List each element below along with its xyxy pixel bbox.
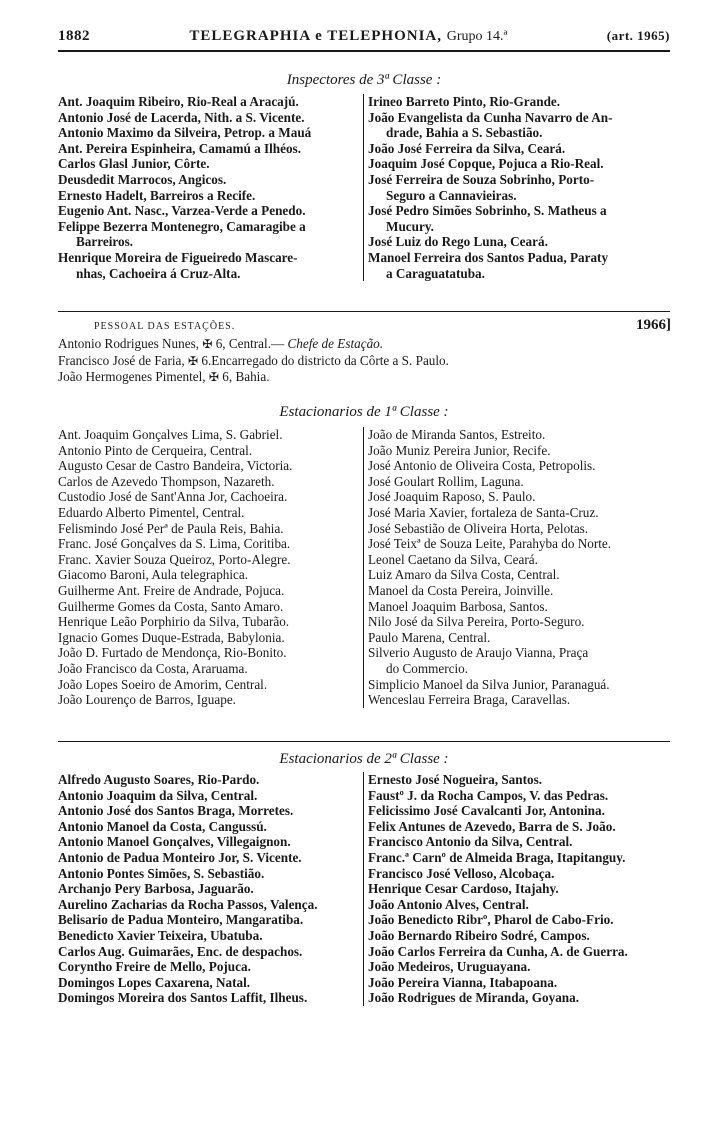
- running-title: [189, 28, 507, 45]
- list-item: Augusto Cesar de Castro Bandeira, Victoria.: [58, 458, 293, 474]
- inspectores-columns: [58, 94, 670, 281]
- header-article: (art. 1965): [606, 28, 670, 43]
- list-item: Henrique Moreira de Figueiredo Mascare-: [58, 249, 298, 265]
- list-item: José Pedro Simões Sobrinho, S. Matheus a: [368, 203, 607, 219]
- list-item: Ernesto Hadelt, Barreiros a Recife.: [58, 187, 256, 203]
- list-item: Custodio José de Sant'Anna Jor, Cachoeira.: [58, 489, 288, 505]
- list-item: Joaquim José Copque, Pojuca a Rio-Real.: [368, 156, 604, 172]
- page-number: 1882: [58, 28, 90, 44]
- staff-detail: 6, Bahia.: [222, 369, 270, 385]
- estacionarios1-left-column: [58, 427, 364, 708]
- page-header: [58, 28, 670, 52]
- list-item: Seguro a Cannavieiras.: [386, 187, 517, 203]
- pessoal-row: [58, 369, 449, 386]
- list-item: a Caraguatatuba.: [386, 265, 485, 281]
- list-item: Felicissimo José Cavalcanti Jor, Antonina.: [368, 803, 605, 819]
- decoration-star-icon: ✠: [208, 370, 219, 385]
- list-item: Benedicto Xavier Teixeira, Ubatuba.: [58, 927, 263, 943]
- list-item: Ernesto José Nogueira, Santos.: [368, 772, 543, 787]
- list-item: João Benedicto Ribrº, Pharol de Cabo-Frio.: [368, 912, 614, 928]
- list-item: nhas, Cachoeira á Cruz-Alta.: [76, 265, 241, 281]
- list-item: Silverio Augusto de Araujo Vianna, Praça: [368, 645, 589, 661]
- list-item: João Lourenço de Barros, Iguape.: [58, 692, 236, 708]
- list-item: drade, Bahia a S. Sebastião.: [386, 125, 543, 141]
- estacionarios1-right-column: [364, 427, 670, 708]
- inspectores-left-column: [58, 94, 364, 281]
- list-item: do Commercio.: [386, 660, 469, 676]
- list-item: Antonio Pinto de Cerqueira, Central.: [58, 442, 253, 458]
- list-item: Antonio Joaquim da Silva, Central.: [58, 787, 258, 803]
- list-item: Carlos Glasl Junior, Côrte.: [58, 156, 210, 172]
- list-item: João de Miranda Santos, Estreito.: [368, 427, 546, 442]
- list-item: Guilherme Ant. Freire de Andrade, Pojuca.: [58, 582, 285, 598]
- list-item: Deusdedit Marrocos, Angicos.: [58, 171, 227, 187]
- pessoal-row: [58, 353, 449, 370]
- list-item: José Goulart Rollim, Laguna.: [368, 473, 524, 489]
- list-item: Antonio de Padua Monteiro Jor, S. Vicente.: [58, 849, 302, 865]
- list-item: Felix Antunes de Azevedo, Barra de S. João.: [368, 818, 616, 834]
- pessoal-list: [58, 336, 449, 386]
- list-item: Archanjo Pery Barbosa, Jaguarão.: [58, 881, 254, 897]
- inspectores-right-column: [364, 94, 670, 281]
- list-item: Faustº J. da Rocha Campos, V. das Pedras.: [368, 787, 609, 803]
- list-item: Felismindo José Perª de Paula Reis, Bahia.: [58, 520, 284, 536]
- list-item: Ant. Joaquim Ribeiro, Rio-Real a Aracajú.: [58, 94, 299, 109]
- estacionarios2-right-column: [364, 772, 670, 1006]
- staff-name: Francisco José de Faria,: [58, 352, 185, 368]
- list-item: Felippe Bezerra Montenegro, Camaragibe a: [58, 218, 306, 234]
- list-item: João Muniz Pereira Junior, Recife.: [368, 442, 551, 458]
- list-item: Antonio José de Lacerda, Nith. a S. Vicente.: [58, 109, 305, 125]
- estacionarios2-left-column: [58, 772, 364, 1006]
- list-item: João Carlos Ferreira da Cunha, A. de Guerra.: [368, 943, 628, 959]
- list-item: Eduardo Alberto Pimentel, Central.: [58, 504, 245, 520]
- estacionarios2-columns: [58, 772, 670, 1006]
- staff-detail: 6, Central.—: [215, 336, 285, 351]
- list-item: José Ferreira de Souza Sobrinho, Porto-: [368, 171, 595, 187]
- list-item: Manoel da Costa Pereira, Joinville.: [368, 582, 554, 598]
- decoration-star-icon: ✠: [202, 337, 213, 351]
- list-item: Simplicio Manoel da Silva Junior, Paranaguá.: [368, 676, 610, 692]
- list-item: Antonio Manoel Gonçalves, Villegaignon.: [58, 834, 291, 850]
- list-item: Belisario de Padua Monteiro, Mangaratiba.: [58, 912, 304, 928]
- list-item: João Antonio Alves, Central.: [368, 896, 529, 912]
- list-item: Aurelino Zacharias da Rocha Passos, Valença.: [58, 896, 318, 912]
- list-item: Manoel Ferreira dos Santos Padua, Paraty: [368, 249, 609, 265]
- list-item: Francisco José Velloso, Alcobaça.: [368, 865, 555, 881]
- list-item: Barreiros.: [76, 234, 134, 250]
- list-item: Domingos Moreira dos Santos Laffit, Ilheus.: [58, 990, 308, 1006]
- estacionarios1-columns: [58, 427, 670, 708]
- list-item: Eugenio Ant. Nasc., Varzea-Verde a Penedo.: [58, 203, 306, 219]
- list-item: Ignacio Gomes Duque-Estrada, Babylonia.: [58, 629, 285, 645]
- list-item: João Medeiros, Uruguayana.: [368, 959, 531, 975]
- header-title: TELEGRAPHIA e TELEPHONIA,: [189, 28, 443, 44]
- estacionarios2-title: Estacionarios de 2ª Classe :: [279, 751, 449, 767]
- list-item: João Lopes Soeiro de Amorim, Central.: [58, 676, 268, 692]
- list-item: João Rodrigues de Miranda, Goyana.: [368, 990, 580, 1006]
- list-item: Ant. Joaquim Gonçalves Lima, S. Gabriel.: [58, 427, 283, 442]
- decoration-star-icon: ✠: [188, 353, 199, 368]
- list-item: Manoel Joaquim Barbosa, Santos.: [368, 598, 548, 614]
- list-item: Henrique Cesar Cardoso, Itajahy.: [368, 881, 559, 897]
- list-item: Giacomo Baroni, Aula telegraphica.: [58, 567, 249, 583]
- list-item: José Luiz do Rego Luna, Ceará.: [368, 234, 548, 250]
- pessoal-row: [58, 336, 449, 353]
- list-item: Franc.ª Carnº de Almeida Braga, Itapitanguy.: [368, 849, 626, 865]
- list-item: João José Ferreira da Silva, Ceará.: [368, 140, 566, 156]
- list-item: Domingos Lopes Caxarena, Natal.: [58, 974, 251, 990]
- list-item: Alfredo Augusto Soares, Rio-Pardo.: [58, 772, 260, 787]
- list-item: Nilo José da Silva Pereira, Porto-Seguro.: [368, 614, 585, 630]
- list-item: Carlos Aug. Guimarães, Enc. de despachos.: [58, 943, 303, 959]
- list-item: João Pereira Vianna, Itabapoana.: [368, 974, 558, 990]
- pessoal-heading: PESSOAL DAS ESTAÇÕES.: [94, 321, 236, 332]
- list-item: Paulo Marena, Central.: [368, 629, 491, 645]
- list-item: Guilherme Gomes da Costa, Santo Amaro.: [58, 598, 284, 614]
- list-item: Irineo Barreto Pinto, Rio-Grande.: [368, 94, 561, 109]
- list-item: José Maria Xavier, fortaleza de Santa-Cruz.: [368, 504, 599, 520]
- staff-name: Antonio Rodrigues Nunes,: [58, 336, 200, 351]
- list-item: Luiz Amaro da Silva Costa, Central.: [368, 567, 560, 583]
- list-item: Henrique Leão Porphirio da Silva, Tubarão.: [58, 614, 290, 630]
- staff-detail: 6.Encarregado do districto da Côrte a S. Paulo.: [201, 352, 449, 368]
- list-item: Wenceslau Ferreira Braga, Caravellas.: [368, 692, 571, 708]
- staff-role: Chefe de Estação.: [287, 336, 384, 351]
- list-item: João Evangelista da Cunha Navarro de An-: [368, 109, 613, 125]
- list-item: Mucury.: [386, 218, 434, 234]
- list-item: José Joaquim Raposo, S. Paulo.: [368, 489, 536, 505]
- list-item: João Francisco da Costa, Araruama.: [58, 660, 248, 676]
- list-item: João Bernardo Ribeiro Sodré, Campos.: [368, 927, 590, 943]
- list-item: Antonio José dos Santos Braga, Morretes.: [58, 803, 294, 819]
- inspectores-title: Inspectores de 3ª Classe :: [286, 72, 442, 88]
- section-divider: [58, 741, 670, 742]
- list-item: Franc. José Gonçalves da S. Lima, Coritiba.: [58, 536, 291, 552]
- list-item: Ant. Pereira Espinheira, Camamú a Ilhéos.: [58, 140, 301, 156]
- list-item: Antonio Pontes Simões, S. Sebastião.: [58, 865, 265, 881]
- staff-name: João Hermogenes Pimentel,: [58, 369, 206, 385]
- list-item: José Antonio de Oliveira Costa, Petropolis.: [368, 458, 596, 474]
- list-item: Antonio Maximo da Silveira, Petrop. a Mauá: [58, 125, 312, 141]
- list-item: Leonel Caetano da Silva, Ceará.: [368, 551, 538, 567]
- list-item: José Teixª de Souza Leite, Parahyba do Norte.: [368, 536, 612, 552]
- list-item: Francisco Antonio da Silva, Central.: [368, 834, 573, 850]
- estacionarios1-title: Estacionarios de 1ª Classe :: [279, 404, 449, 420]
- list-item: João D. Furtado de Mendonça, Rio-Bonito.: [58, 645, 287, 661]
- pessoal-article-number: 1966]: [636, 317, 671, 333]
- list-item: Carlos de Azevedo Thompson, Nazareth.: [58, 473, 275, 489]
- list-item: Corynthо Freire de Mello, Pojuca.: [58, 959, 251, 975]
- header-group: Grupo 14.ª: [446, 29, 508, 44]
- section-divider: [58, 311, 670, 312]
- list-item: José Sebastião de Oliveira Horta, Pelotas.: [368, 520, 589, 536]
- list-item: Franc. Xavier Souza Queiroz, Porto-Alegre.: [58, 551, 291, 567]
- list-item: Antonio Manoel da Costa, Cangussú.: [58, 818, 267, 834]
